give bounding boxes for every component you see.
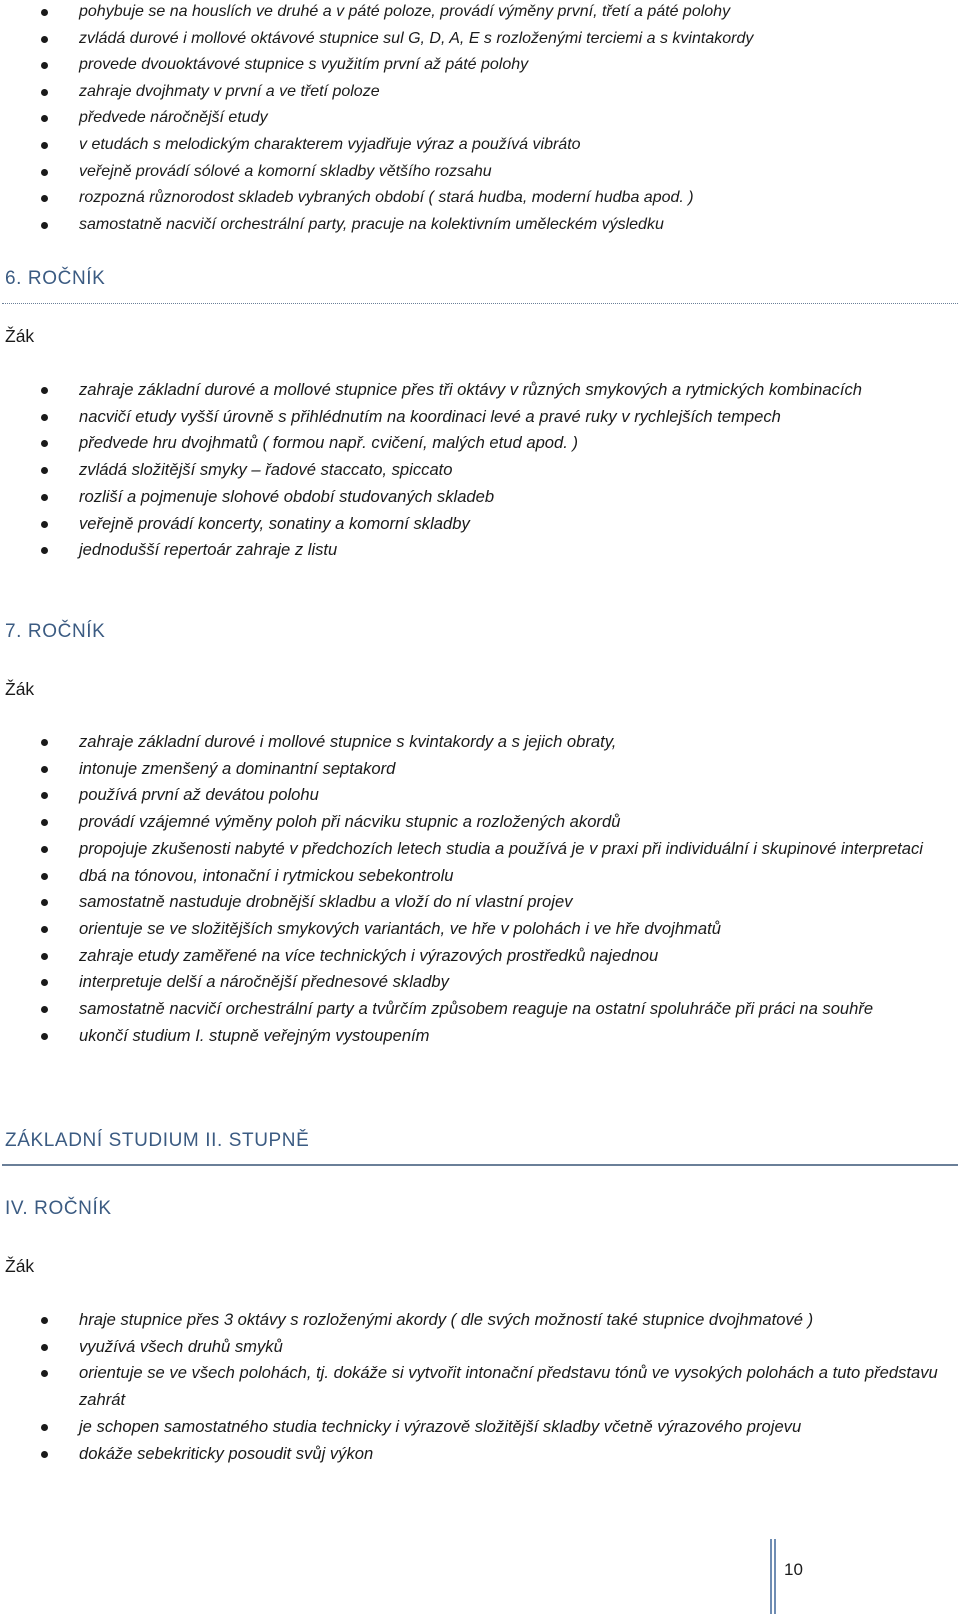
list-item-text: propojuje zkušenosti nabyté v předchozích letech studia a používá je v praxi při individuální i skupinové interpretaci — [79, 838, 923, 858]
bullet-icon — [41, 1451, 48, 1458]
list-item — [0, 430, 945, 457]
list-item — [0, 377, 945, 404]
list-item — [0, 1360, 945, 1413]
footer-decorative-bars — [770, 1539, 777, 1614]
list-item-text: zahraje základní durové i mollové stupnice s kvintakordy a s jejich obraty, — [79, 732, 617, 751]
footer-bar — [774, 1539, 776, 1614]
section-6-bullet-list — [0, 377, 945, 564]
list-item — [0, 159, 945, 186]
list-item — [0, 969, 945, 996]
bullet-icon — [41, 899, 48, 906]
list-item — [0, 756, 945, 783]
stage-2-divider — [2, 1164, 958, 1166]
bullet-icon — [41, 387, 48, 394]
list-item-text: je schopen samostatného studia technicky i výrazově složitější skladby včetně výrazového projevu — [79, 1416, 802, 1436]
list-item — [0, 212, 945, 239]
bullet-icon — [41, 547, 48, 554]
stage-2-heading: ZÁKLADNÍ STUDIUM II. STUPNĚ — [5, 1130, 310, 1151]
list-item — [0, 1414, 945, 1441]
list-item-text: ukončí studium I. stupně veřejným vystoupením — [79, 1025, 430, 1045]
section-iv-label: Žák — [5, 1256, 35, 1276]
list-item — [0, 511, 945, 538]
bullet-icon — [41, 953, 48, 960]
list-item — [0, 943, 945, 970]
section-iv-bullet-list — [0, 1307, 945, 1467]
bullet-icon — [41, 440, 48, 447]
list-item-text: v etudách s melodickým charakterem vyjadřuje výraz a používá vibráto — [79, 135, 581, 153]
list-item-text: zahraje etudy zaměřené na více technických i výrazových prostředků najednou — [79, 945, 659, 965]
bullet-icon — [41, 873, 48, 880]
list-item-text: dokáže sebekriticky posoudit svůj výkon — [79, 1443, 374, 1463]
bullet-icon — [41, 979, 48, 986]
list-item — [0, 537, 945, 564]
bullet-icon — [41, 846, 48, 853]
section-7-heading: 7. ROČNÍK — [5, 621, 106, 642]
list-item — [0, 1307, 945, 1334]
list-item-text: využívá všech druhů smyků — [79, 1336, 283, 1356]
bullet-icon — [41, 142, 48, 149]
list-item — [0, 404, 945, 431]
list-item-text: orientuje se ve všech polohách, tj. dokáže si vytvořit intonační představu tónů ve vysokých polohách a tuto představu zahrát — [79, 1363, 938, 1410]
list-item-text: veřejně provádí sólové a komorní skladby většího rozsahu — [79, 162, 492, 180]
list-item-text: orientuje se ve složitějších smykových variantách, ve hře v polohách i ve hře dvojhmatů — [79, 918, 721, 938]
section-iv-heading: IV. ROČNÍK — [5, 1198, 112, 1219]
list-item — [0, 105, 945, 132]
bullet-icon — [41, 819, 48, 826]
list-item — [0, 996, 945, 1023]
list-item-text: veřejně provádí koncerty, sonatiny a komorní skladby — [79, 513, 470, 533]
list-item — [0, 185, 945, 212]
intro-bullet-list — [0, 0, 945, 238]
list-item-text: zvládá durové i mollové oktávové stupnice sul G, D, A, E s rozloženými terciemi a s kvintakordy — [79, 29, 754, 47]
bullet-icon — [41, 1317, 48, 1324]
list-item — [0, 1441, 945, 1468]
bullet-icon — [41, 926, 48, 933]
list-item-text: rozliší a pojmenuje slohové období studovaných skladeb — [79, 486, 495, 506]
bullet-icon — [41, 739, 48, 746]
list-item-text: zahraje základní durové a mollové stupnice přes tři oktávy v různých smykových a rytmických kombinacích — [79, 380, 862, 399]
bullet-icon — [41, 36, 48, 43]
bullet-icon — [41, 467, 48, 474]
list-item-text: interpretuje delší a náročnější přednesové skladby — [79, 972, 449, 992]
bullet-icon — [41, 9, 48, 16]
bullet-icon — [41, 1006, 48, 1013]
bullet-icon — [41, 1424, 48, 1431]
bullet-icon — [41, 521, 48, 528]
list-item-text: provede dvouoktávové stupnice s využitím první až páté polohy — [79, 56, 529, 74]
list-item-text: jednodušší repertoár zahraje z listu — [79, 540, 338, 560]
section-6-heading: 6. ROČNÍK — [5, 268, 106, 289]
section-6-label: Žák — [5, 326, 35, 346]
bullet-icon — [41, 1344, 48, 1351]
list-item-text: samostatně nacvičí orchestrální party, pracuje na kolektivním uměleckém výsledku — [79, 215, 664, 233]
list-item — [0, 79, 945, 106]
section-7-bullet-list — [0, 729, 945, 1049]
list-item — [0, 132, 945, 159]
list-item — [0, 26, 945, 53]
list-item — [0, 457, 945, 484]
list-item-text: provádí vzájemné výměny poloh při nácviku stupnic a rozložených akordů — [79, 812, 621, 832]
list-item — [0, 1023, 945, 1050]
list-item-text: předvede náročnější etudy — [79, 109, 268, 127]
list-item-text: rozpozná různorodost skladeb vybraných období ( stará hudba, moderní hudba apod. ) — [79, 189, 694, 207]
bullet-icon — [41, 195, 48, 202]
list-item-text: samostatně nastuduje drobnější skladbu a vloží do ní vlastní projev — [79, 892, 573, 912]
bullet-icon — [41, 414, 48, 421]
bullet-icon — [41, 222, 48, 229]
bullet-icon — [41, 494, 48, 501]
list-item — [0, 863, 945, 890]
list-item — [0, 916, 945, 943]
bullet-icon — [41, 169, 48, 176]
list-item-text: samostatně nacvičí orchestrální party a tvůrčím způsobem reaguje na ostatní spoluhráče při práci na souhře — [79, 999, 874, 1019]
list-item — [0, 52, 945, 79]
bullet-icon — [41, 115, 48, 122]
bullet-icon — [41, 792, 48, 799]
list-item — [0, 836, 945, 863]
list-item — [0, 1334, 945, 1361]
bullet-icon — [41, 62, 48, 69]
list-item-text: zvládá složitější smyky – řadové staccato, spiccato — [79, 460, 453, 480]
footer-bar — [770, 1539, 772, 1614]
list-item-text: dbá na tónovou, intonační i rytmickou sebekontrolu — [79, 865, 454, 885]
list-item-text: zahraje dvojhmaty v první a ve třetí poloze — [79, 82, 380, 100]
list-item — [0, 809, 945, 836]
page-number: 10 — [784, 1560, 803, 1579]
bullet-icon — [41, 89, 48, 96]
list-item — [0, 889, 945, 916]
bullet-icon — [41, 1033, 48, 1040]
list-item-text: intonuje zmenšený a dominantní septakord — [79, 758, 396, 778]
list-item-text: předvede hru dvojhmatů ( formou např. cvičení, malých etud apod. ) — [79, 433, 578, 453]
bullet-icon — [41, 1370, 48, 1377]
bullet-icon — [41, 766, 48, 773]
list-item-text: hraje stupnice přes 3 oktávy s rozloženými akordy ( dle svých možností také stupnice dvojhmatové ) — [79, 1310, 814, 1329]
section-6-divider — [2, 303, 958, 304]
list-item-text: nacvičí etudy vyšší úrovně s přihlédnutím na koordinaci levé a pravé ruky v rychlejších tempech — [79, 406, 781, 426]
list-item — [0, 0, 945, 26]
list-item — [0, 782, 945, 809]
section-7-label: Žák — [5, 679, 35, 699]
list-item — [0, 484, 945, 511]
list-item-text: používá první až devátou polohu — [79, 785, 319, 805]
list-item — [0, 729, 945, 756]
list-item-text: pohybuje se na houslích ve druhé a v páté poloze, provádí výměny první, třetí a páté polohy — [79, 3, 731, 20]
